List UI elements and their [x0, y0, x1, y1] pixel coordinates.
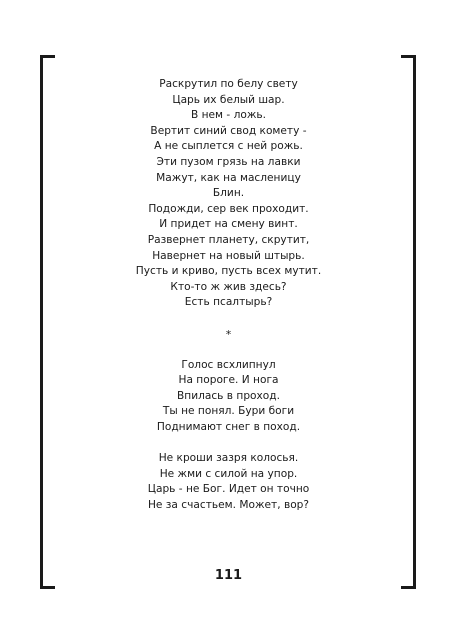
stanza-gap	[60, 311, 397, 327]
verse-line: И придет на смену винт.	[159, 218, 298, 231]
poem-text	[60, 77, 397, 514]
stanza-2	[60, 358, 397, 436]
verse-line: Царь их белый шар.	[172, 93, 285, 106]
verse-line: Царь - не Бог. Идет он точно	[147, 483, 310, 496]
verse-line: Впилась в проход.	[177, 389, 280, 402]
verse-line: Кто-то ж жив здесь?	[170, 280, 287, 293]
verse-line: Подожди, сер век проходит.	[148, 202, 309, 215]
verse-line: Мажут, как на масленицу	[156, 171, 301, 184]
verse-line: Раскрутил по белу свету	[159, 78, 298, 90]
verse-line: Поднимают снег в поход.	[156, 421, 301, 434]
section-separator: *	[225, 327, 232, 341]
verse-line: А не сыплется с ней рожь.	[154, 140, 303, 153]
left-bracket-frame	[40, 55, 55, 589]
verse-line: Голос всхлипнул	[181, 358, 276, 371]
stanza-gap	[60, 342, 397, 358]
verse-line: Эти пузом грязь на лавки	[156, 155, 301, 168]
verse-line: Не жми с силой на упор.	[159, 467, 298, 480]
verse-line: Не кроши зазря колосья.	[158, 452, 299, 465]
verse-line: Ты не понял. Бури боги	[162, 405, 295, 418]
stanza-1	[60, 77, 397, 311]
stanza-3	[60, 451, 397, 513]
right-bracket-frame	[401, 55, 416, 589]
verse-line: Навернет на новый штырь.	[152, 249, 305, 262]
verse-line: Пусть и криво, пусть всех мутит.	[135, 265, 322, 278]
verse-line: На пороге. И нога	[178, 374, 279, 387]
verse-line: Вертит синий свод комету -	[150, 124, 307, 137]
stanza-gap	[60, 436, 397, 452]
verse-line: Блин.	[212, 187, 245, 200]
verse-line: Есть псалтырь?	[184, 296, 273, 309]
verse-line: В нем - ложь.	[190, 109, 267, 122]
verse-line: Развернет планету, скрутит,	[147, 233, 310, 246]
verse-line: Не за счастьем. Может, вор?	[147, 499, 310, 512]
page-number: 111	[214, 568, 243, 583]
